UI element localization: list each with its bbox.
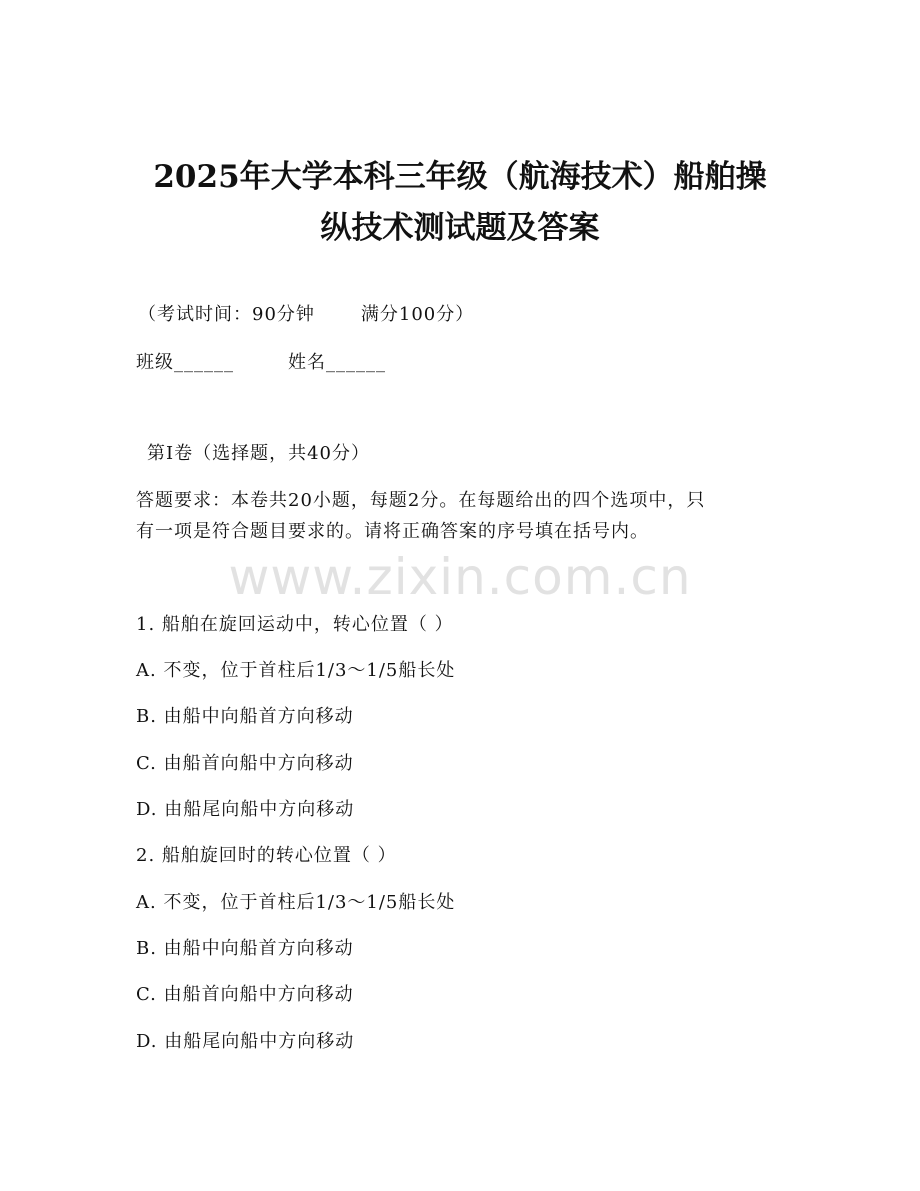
full-score: 满分100分） bbox=[360, 304, 475, 325]
question-option: C. 由船首向船中方向移动 bbox=[136, 753, 354, 774]
question-option: A. 不变，位于首柱后1/3～1/5船长处 bbox=[136, 660, 456, 681]
question-stem: 1. 船舶在旋回运动中，转心位置（ ） bbox=[136, 614, 454, 635]
instructions-line-1: 答题要求：本卷共20小题，每题2分。在每题给出的四个选项中，只 bbox=[136, 490, 706, 511]
exam-time: （考试时间：90分钟 bbox=[138, 304, 315, 325]
section-heading: 第I卷（选择题，共40分） bbox=[147, 443, 371, 464]
name-field: 姓名______ bbox=[288, 352, 386, 373]
question-option: D. 由船尾向船中方向移动 bbox=[136, 1031, 355, 1052]
watermark: www.zixin.com.cn bbox=[228, 548, 692, 606]
instructions-line-2: 有一项是符合题目要求的。请将正确答案的序号填在括号内。 bbox=[136, 521, 649, 542]
question-option: B. 由船中向船首方向移动 bbox=[136, 706, 354, 727]
document-title-line-2: 纵技术测试题及答案 bbox=[320, 210, 600, 246]
exam-info bbox=[138, 302, 474, 328]
student-info bbox=[136, 350, 386, 376]
question-stem: 2. 船舶旋回时的转心位置（ ） bbox=[136, 845, 397, 866]
question-option: D. 由船尾向船中方向移动 bbox=[136, 799, 355, 820]
question-option: A. 不变，位于首柱后1/3～1/5船长处 bbox=[136, 892, 456, 913]
class-field: 班级______ bbox=[136, 352, 234, 373]
document-title-line-1: 2025年大学本科三年级（航海技术）船舶操 bbox=[153, 159, 767, 195]
question-option: B. 由船中向船首方向移动 bbox=[136, 938, 354, 959]
question-option: C. 由船首向船中方向移动 bbox=[136, 984, 354, 1005]
